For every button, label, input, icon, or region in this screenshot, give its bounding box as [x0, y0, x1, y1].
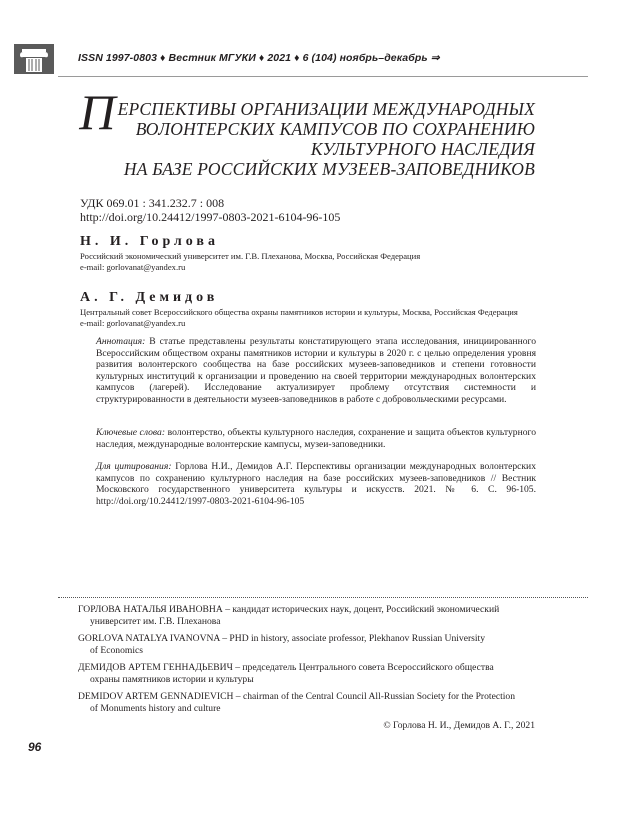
keywords-label: Ключевые слова:	[96, 427, 166, 438]
citation	[96, 461, 536, 507]
abstract-label: Аннотация:	[96, 336, 146, 347]
udc-code: УДК 069.01 : 341.232.7 : 008	[80, 196, 225, 210]
keywords	[96, 427, 536, 450]
author-note: GORLOVA NATALYA IVANOVNA – PHD in history, associate professor, Plekhanov Russian University of Economics	[78, 633, 486, 656]
page-number: 96	[28, 740, 42, 754]
author-affiliation: Российский экономический университет им. Г.В. Плеханова, Москва, Российская Федерация	[80, 251, 421, 261]
author-affiliation: Центральный совет Всероссийского общества охраны памятников истории и культуры, Москва, Российская Федерация	[80, 307, 518, 317]
title-line-3: КУЛЬТУРНОГО НАСЛЕДИЯ	[310, 139, 535, 159]
header-rule	[58, 76, 588, 77]
abstract-text: В статье представлены результаты констатирующего этапа исследования, инициированного Всероссийским обществом охраны памятников истории и культуры в 2020 г. с целью определения уровня развития волонтерского сообщества на базе российских музеев-заповедников и степени готовности культурных институций к организации и проведению на своей территории международных волонтерских кампусов (лагерей). Исследование актуализирует проблему отсутствия системности и структурированности в деятельности музеев-заповедников в работе с добровольческими ресурсами.	[96, 336, 536, 405]
title-line-4: НА БАЗЕ РОССИЙСКИХ МУЗЕЕВ-ЗАПОВЕДНИКОВ	[123, 159, 535, 179]
title-line-1: ЕРСПЕКТИВЫ ОРГАНИЗАЦИИ МЕЖДУНАРОДНЫХ	[117, 99, 535, 119]
title-line-2: ВОЛОНТЕРСКИХ КАМПУСОВ ПО СОХРАНЕНИЮ	[135, 119, 535, 139]
footnote-separator	[58, 597, 588, 598]
author-note: ГОРЛОВА НАТАЛЬЯ ИВАНОВНА – кандидат исторических наук, доцент, Российский экономический университет им. Г.В. Плеханова	[78, 604, 500, 627]
author-name: А. Г. Демидов	[80, 290, 219, 305]
citation-text: Горлова Н.И., Демидов А.Г. Перспективы организации международных волонтерских кампусов по сохранению культурного наследия на базе российских музеев-заповедников // Вестник Московского государственного университета культуры и искусств. 2021. № 6. С. 96-105. http://doi.org/10.24412/1997-0803-2021-6104-96-105	[96, 461, 536, 507]
author-note: ДЕМИДОВ АРТЕМ ГЕННАДЬЕВИЧ – председатель Центрального совета Всероссийского общества охраны памятников истории и культуры	[78, 662, 494, 685]
author-email[interactable]: e-mail: gorlovanat@yandex.ru	[80, 318, 186, 328]
author-note: DEMIDOV ARTEM GENNADIEVICH – chairman of the Central Council All-Russian Society for the Protection of Monuments history and culture	[78, 691, 516, 714]
author-name: Н. И. Горлова	[80, 234, 219, 249]
journal-logo-column-icon	[14, 44, 54, 74]
keywords-text: волонтерство, объекты культурного наследия, сохранение и защита объектов культурного наследия, международные волонтерские кампусы, музеи-заповедники.	[96, 427, 536, 450]
author-email[interactable]: e-mail: gorlovanat@yandex.ru	[80, 262, 186, 272]
abstract	[96, 336, 536, 406]
copyright: © Горлова Н. И., Демидов А. Г., 2021	[383, 720, 535, 731]
citation-label: Для цитирования:	[96, 461, 172, 472]
doi-link[interactable]: http://doi.org/10.24412/1997-0803-2021-6104-96-105	[80, 210, 341, 224]
title-drop-cap: П	[79, 84, 116, 140]
article-title	[79, 84, 535, 179]
journal-header: ISSN 1997-0803 ♦ Вестник МГУКИ ♦ 2021 ♦ 6 (104) ноябрь–декабрь ⇒	[78, 52, 440, 64]
